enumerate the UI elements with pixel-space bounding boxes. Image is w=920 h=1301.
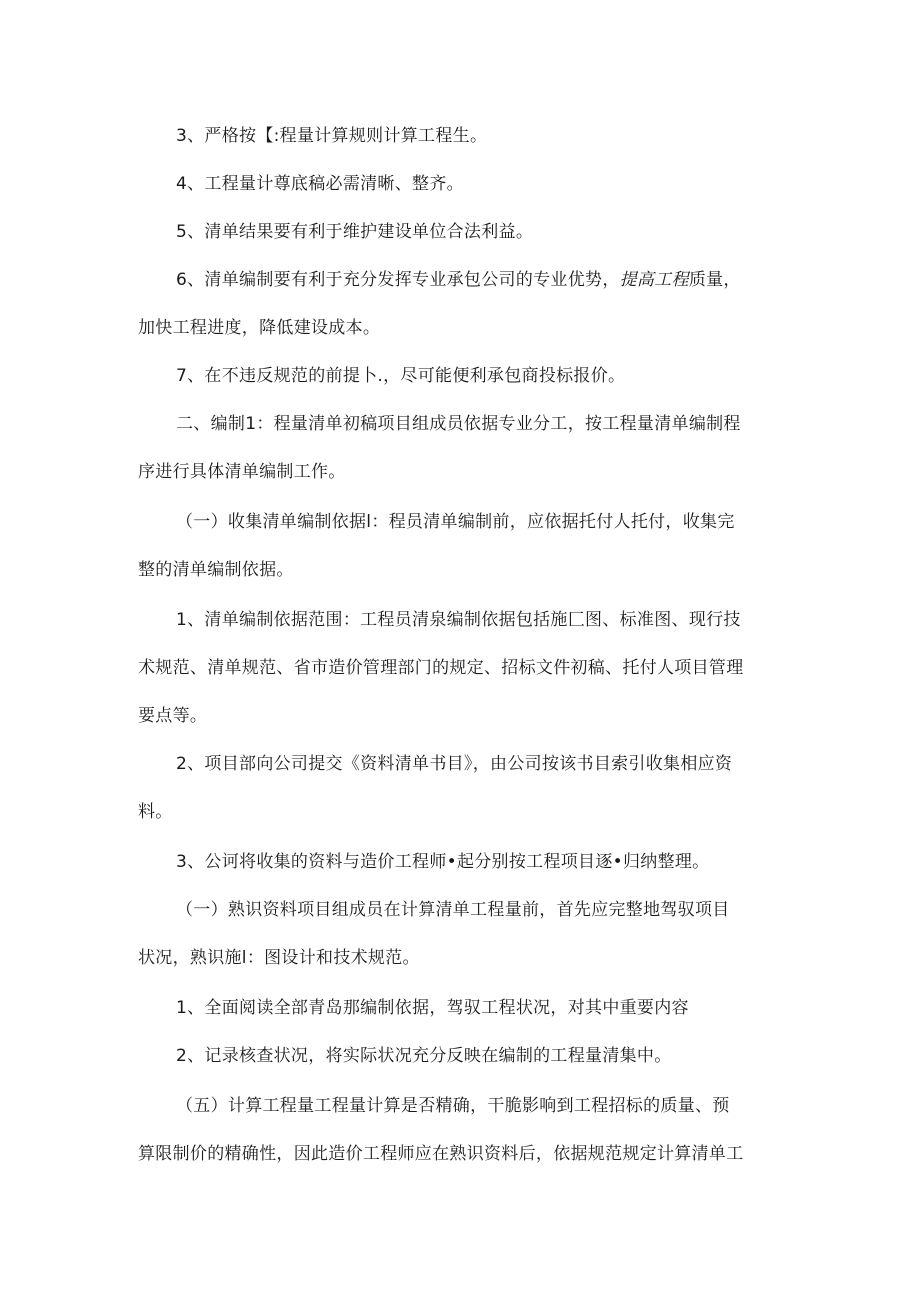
- paragraph-line: [176, 268, 741, 292]
- paragraph-line: （一）收集清单编制依据l：程员清单编制前，应依据托付人托付，收集完: [176, 512, 735, 532]
- paragraph-line: 序进行具体清单编制工作。: [138, 462, 346, 482]
- paragraph-line: 3、严格按【:程量计算规则计算工程生。: [176, 126, 488, 146]
- paragraph-line: 1、清单编制依据范围：工程员清泉编制依据包括施匚图、标准图、现行技: [176, 610, 741, 630]
- line-text: 质量，: [688, 270, 741, 290]
- paragraph-line: 要点等。: [138, 706, 208, 726]
- paragraph-line: 整的清单编制依据。: [138, 560, 294, 580]
- paragraph-line: 加快工程进度，降低建设成本。: [138, 318, 381, 338]
- paragraph-line: 术规范、清单规范、省市造价管理部门的规定、招标文件初稿、托付人项目管理: [138, 658, 744, 678]
- paragraph-line: 算限制价的精确性，因此造价工程师应在熟识资料后，依据规范规定计算清单工: [138, 1144, 744, 1164]
- italic-text: 提高工程: [619, 270, 689, 290]
- paragraph-line: 5、清单结果要有利于维护建设单位合法利益。: [176, 222, 534, 242]
- paragraph-line: （一）熟识资料项目组成员在计算清单工程量前，首先应完整地驾驭项目: [176, 900, 730, 920]
- paragraph-line: （五）计算工程量工程量计算是否精确，干脆影响到工程招标的质量、预: [176, 1096, 730, 1116]
- paragraph-line: 二、编制1：程量清单初稿项目组成员依据专业分工，按工程量清单编制程: [176, 414, 741, 434]
- paragraph-line: 状况，熟识施l：图设计和技术规范。: [138, 948, 420, 968]
- paragraph-line: 3、公诃将收集的资料与造价工程师•起分别按工程项目逐•归纳整理。: [176, 852, 710, 872]
- paragraph-line: 料。: [138, 802, 173, 822]
- paragraph-line: 1、全面阅读全部青岛那编制依据，驾驭工程状况，对其中重要内容: [176, 998, 689, 1018]
- paragraph-line: 7、在不违反规范的前提卜.，尽可能便利承包商投标报价。: [176, 366, 626, 386]
- line-text: 6、清单编制要有利于充分发挥专业承包公司的专业优势，: [176, 270, 620, 290]
- paragraph-line: 2、记录核查状况，将实际状况充分反映在编制的工程量清集中。: [176, 1046, 672, 1066]
- paragraph-line: 2、项目部向公司提交《资料清单书目》，由公司按该书目索引收集相应资: [176, 754, 733, 774]
- paragraph-line: 4、工程量计尊底稿必需清晰、整齐。: [176, 174, 464, 194]
